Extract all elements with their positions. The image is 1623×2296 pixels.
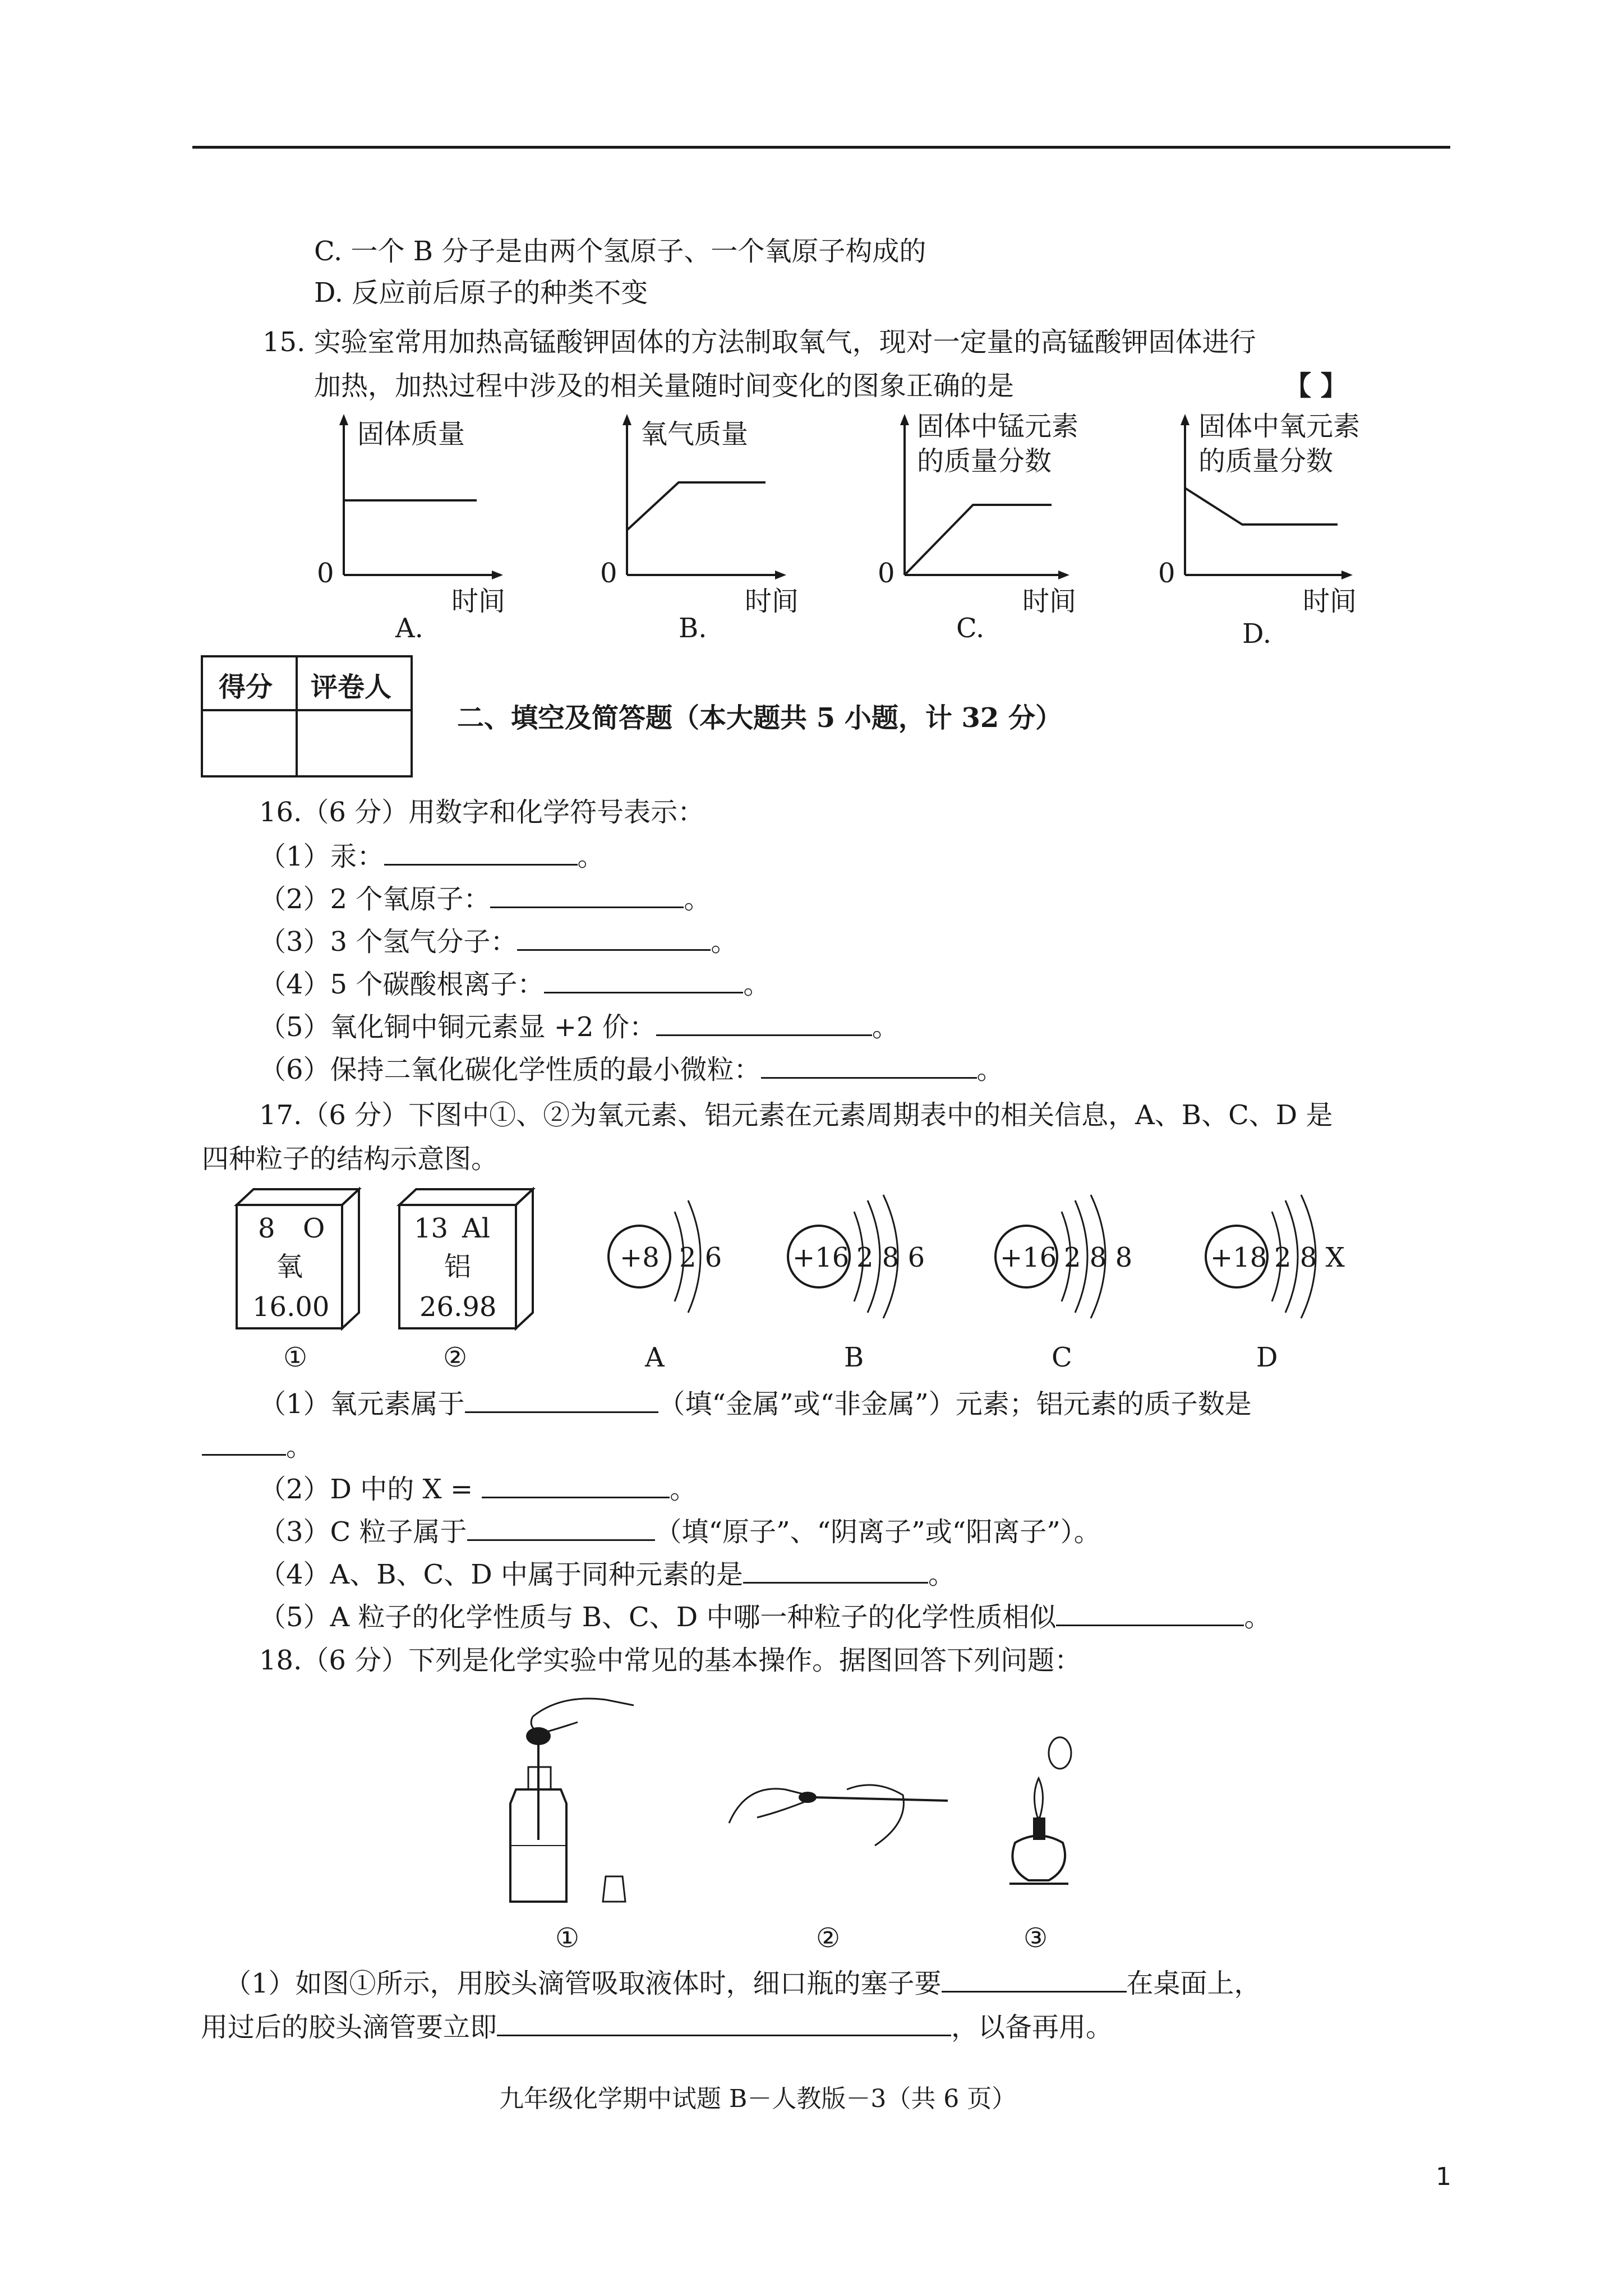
q16-item-2-end: 。 <box>684 884 711 915</box>
oxygen-number: 8 <box>258 1213 275 1244</box>
particle-a <box>603 1189 749 1324</box>
q18-sub1-text-a: （1）如图①所示，用胶头滴管吸取液体时，细口瓶的塞子要 <box>224 1968 942 1999</box>
q16-item-5-end: 。 <box>872 1011 899 1043</box>
q17-stem-line2: 四种粒子的结构示意图。 <box>202 1143 499 1175</box>
oxygen-mass: 16.00 <box>252 1291 330 1323</box>
y-axis-arrow <box>623 414 631 425</box>
particle-d-shells: 2 8 X <box>1274 1242 1345 1273</box>
graph-a-xlabel: 时间 <box>451 586 506 617</box>
q16-item-6 <box>259 1052 1004 1087</box>
element-card-aluminum <box>393 1184 555 1335</box>
q17-stem-line1: 17.（6 分）下图中①、②为氧元素、铝元素在元素周期表中的相关信息，A、B、C、D 是 <box>259 1099 1333 1131</box>
q17-sub2-end: 。 <box>670 1474 697 1505</box>
graph-b-origin: 0 <box>600 558 617 589</box>
lab-figure-alcohol-lamp <box>1004 1733 1094 1913</box>
q17-answer-2[interactable] <box>482 1472 670 1498</box>
lamp-body <box>1012 1836 1065 1881</box>
x-axis-arrow <box>492 570 503 579</box>
q16-item-3-end: 。 <box>711 926 738 958</box>
oxygen-name: 氧 <box>276 1251 303 1282</box>
graph-c-ylabel-line1: 固体中锰元素 <box>917 411 1079 442</box>
q17-sub3-text-b: （填“原子”、“阴离子”或“阳离子”）。 <box>654 1516 1101 1548</box>
x-axis-arrow <box>1341 570 1353 579</box>
q17-sub5 <box>259 1600 1271 1634</box>
q16-item-1 <box>259 839 605 873</box>
q14-option-d: D. 反应前后原子的种类不变 <box>314 277 648 309</box>
q15-graph-c <box>872 409 1164 645</box>
q15-answer-bracket: 【 】 <box>1284 370 1348 402</box>
q16-item-4-end: 。 <box>743 969 771 1000</box>
q17-sub1-line2 <box>202 1429 313 1464</box>
element-card-oxygen <box>230 1184 381 1335</box>
q15-graph-b <box>594 409 852 645</box>
element-caption-1: ① <box>283 1342 308 1373</box>
q16-item-3 <box>259 924 737 959</box>
q18-stem: 18.（6 分）下列是化学实验中常见的基本操作。据图回答下列问题： <box>259 1645 1082 1676</box>
graph-a-option: A. <box>395 613 423 644</box>
graph-b-ylabel: 氧气质量 <box>640 418 749 450</box>
q17-answer-1b[interactable] <box>202 1429 286 1456</box>
q18-caption-3: ③ <box>1023 1922 1048 1954</box>
q16-item-6-end: 。 <box>976 1054 1004 1085</box>
q17-sub1-end: 。 <box>286 1431 313 1462</box>
matches-drawing <box>723 1750 959 1862</box>
particle-d-nucleus: +18 <box>1210 1242 1267 1273</box>
element-caption-2: ② <box>443 1342 468 1373</box>
graph-b-option: B. <box>679 613 707 644</box>
aluminum-number: 13 <box>414 1213 449 1244</box>
q17-sub2 <box>259 1472 697 1506</box>
score-table <box>201 655 413 777</box>
q17-sub2-text: （2）D 中的 X = <box>259 1474 473 1505</box>
q16-stem: 16.（6 分）用数字和化学符号表示： <box>259 797 705 828</box>
q16-item-5-label: （5）氧化铜中铜元素显 +2 价： <box>259 1011 656 1043</box>
header-rule <box>192 146 1450 149</box>
x-axis-arrow <box>775 570 786 579</box>
q17-sub3-text-a: （3）C 粒子属于 <box>259 1516 467 1548</box>
particle-c <box>990 1189 1158 1324</box>
graph-c-origin: 0 <box>878 558 895 589</box>
score-label: 得分 <box>219 671 273 703</box>
particle-c-nucleus: +16 <box>1000 1242 1057 1273</box>
footer-page-number: 1 <box>1436 2162 1451 2191</box>
y-axis-arrow <box>1181 414 1189 425</box>
q17-sub1-text-a: （1）氧元素属于 <box>259 1388 465 1420</box>
particle-caption-a: A <box>645 1342 665 1373</box>
particle-caption-b: B <box>844 1342 864 1373</box>
q16-item-1-label: （1）汞： <box>259 841 384 872</box>
q16-answer-5[interactable] <box>656 1010 872 1036</box>
q16-item-1-end: 。 <box>577 841 605 872</box>
grader-label: 评卷人 <box>311 671 392 703</box>
q17-sub5-end: 。 <box>1244 1602 1271 1633</box>
q16-item-5 <box>259 1010 899 1044</box>
score-table-hline <box>203 709 411 711</box>
q18-sub1-text-b: 在桌面上， <box>1126 1968 1261 1999</box>
q14-option-c: C. 一个 B 分子是由两个氢原子、一个氧原子构成的 <box>314 236 926 267</box>
hand-outline <box>533 1699 634 1717</box>
q17-answer-5[interactable] <box>1056 1600 1244 1626</box>
graph-a-origin: 0 <box>317 558 334 589</box>
oxygen-symbol: O <box>303 1213 325 1244</box>
particle-d <box>1200 1189 1380 1324</box>
flame <box>1034 1778 1043 1818</box>
q18-answer-1a[interactable] <box>942 1966 1127 1993</box>
score-table-vline <box>296 657 298 775</box>
right-hand <box>847 1785 903 1846</box>
particle-b-nucleus: +16 <box>792 1242 850 1273</box>
graph-d-origin: 0 <box>1158 558 1175 589</box>
alcohol-lamp-drawing <box>1004 1733 1094 1913</box>
graph-c-xlabel: 时间 <box>1022 586 1077 617</box>
q16-item-3-label: （3）3 个氢气分子： <box>259 926 518 958</box>
q17-sub3 <box>259 1515 1101 1549</box>
aluminum-name: 铝 <box>444 1251 472 1282</box>
q17-answer-1a[interactable] <box>465 1387 658 1413</box>
q16-item-6-label: （6）保持二氧化碳化学性质的最小微粒： <box>259 1054 761 1085</box>
graph-c-option: C. <box>956 613 985 644</box>
q17-sub4 <box>259 1557 955 1591</box>
graph-b-xlabel: 时间 <box>745 586 799 617</box>
q16-answer-4[interactable] <box>544 967 743 993</box>
graph-curve <box>627 482 766 530</box>
q18-caption-2: ② <box>816 1922 841 1954</box>
graph-d-ylabel-line2: 的质量分数 <box>1198 445 1334 477</box>
q17-sub5-text: （5）A 粒子的化学性质与 B、C、D 中哪一种粒子的化学性质相似 <box>259 1602 1057 1633</box>
q17-sub4-end: 。 <box>928 1559 955 1590</box>
q18-sub1-text-c: 用过后的胶头滴管要立即 <box>201 2012 497 2043</box>
q16-answer-6[interactable] <box>761 1052 977 1079</box>
graph-curve <box>905 505 1052 575</box>
graph-d-option: D. <box>1242 618 1272 650</box>
graph-d-xlabel: 时间 <box>1303 586 1357 617</box>
grader-input[interactable] <box>299 714 408 772</box>
graph-curve <box>1185 488 1338 524</box>
q16-item-4 <box>259 967 770 1001</box>
lab-figure-dropper-bottle <box>494 1683 684 1918</box>
q15-graph-d <box>1152 409 1455 650</box>
stopper <box>603 1876 625 1902</box>
particle-caption-d: D <box>1256 1342 1278 1373</box>
particle-a-shells: 2 6 <box>679 1242 722 1273</box>
score-input[interactable] <box>205 714 294 772</box>
q17-answer-3[interactable] <box>467 1515 655 1541</box>
particle-caption-c: C <box>1052 1342 1072 1373</box>
q15-stem-line1: 15. 实验室常用加热高锰酸钾固体的方法制取氧气，现对一定量的高锰酸钾固体进行 <box>262 326 1256 358</box>
q15-stem-line2: 加热，加热过程中涉及的相关量随时间变化的图象正确的是 <box>314 370 1015 402</box>
q17-sub1 <box>259 1387 1252 1421</box>
footer-exam-title: 九年级化学期中试题 B－人教版－3（共 6 页） <box>499 2085 1017 2113</box>
q18-caption-1: ① <box>555 1922 580 1954</box>
particle-b <box>782 1189 951 1324</box>
q17-sub4-text: （4）A、B、C、D 中属于同种元素的是 <box>259 1559 743 1590</box>
y-axis-arrow <box>900 414 909 425</box>
dropper-bottle-drawing <box>494 1683 684 1918</box>
q18-sub1-text-d: ，以备再用。 <box>951 2012 1113 2043</box>
q16-answer-3[interactable] <box>517 924 711 951</box>
particle-a-nucleus: +8 <box>620 1242 660 1273</box>
graph-d-ylabel-line1: 固体中氧元素 <box>1198 411 1361 442</box>
q16-answer-2[interactable] <box>490 882 684 908</box>
q16-answer-1[interactable] <box>384 839 578 866</box>
q17-sub1-text-b: （填“金属”或“非金属”）元素；铝元素的质子数是 <box>658 1388 1252 1420</box>
q16-item-2 <box>259 882 711 916</box>
lab-figure-matches <box>723 1750 959 1862</box>
section2-title: 二、填空及简答题（本大题共 5 小题，计 32 分） <box>457 702 1063 734</box>
dropper-bulb <box>526 1727 551 1745</box>
left-hand-fingers <box>757 1801 808 1818</box>
y-axis-arrow <box>339 414 348 425</box>
q17-answer-4[interactable] <box>743 1557 928 1584</box>
aluminum-mass: 26.98 <box>419 1291 497 1323</box>
graph-c-ylabel-line2: 的质量分数 <box>917 445 1052 477</box>
graph-a-ylabel: 固体质量 <box>357 418 465 450</box>
particle-b-shells: 2 8 6 <box>856 1242 925 1273</box>
q18-answer-1b[interactable] <box>497 2010 951 2036</box>
q18-sub1-line1 <box>224 1966 1261 2000</box>
x-axis-arrow <box>1058 570 1069 579</box>
particle-c-shells: 2 8 8 <box>1064 1242 1133 1273</box>
glass-rod <box>813 1797 948 1801</box>
lamp-cap <box>1049 1737 1071 1769</box>
aluminum-symbol: Al <box>462 1213 491 1244</box>
q15-graph-a <box>306 409 564 645</box>
q16-item-2-label: （2）2 个氧原子： <box>259 884 491 915</box>
q16-item-4-label: （4）5 个碳酸根离子： <box>259 969 545 1000</box>
q18-sub1-line2 <box>201 2010 1113 2044</box>
